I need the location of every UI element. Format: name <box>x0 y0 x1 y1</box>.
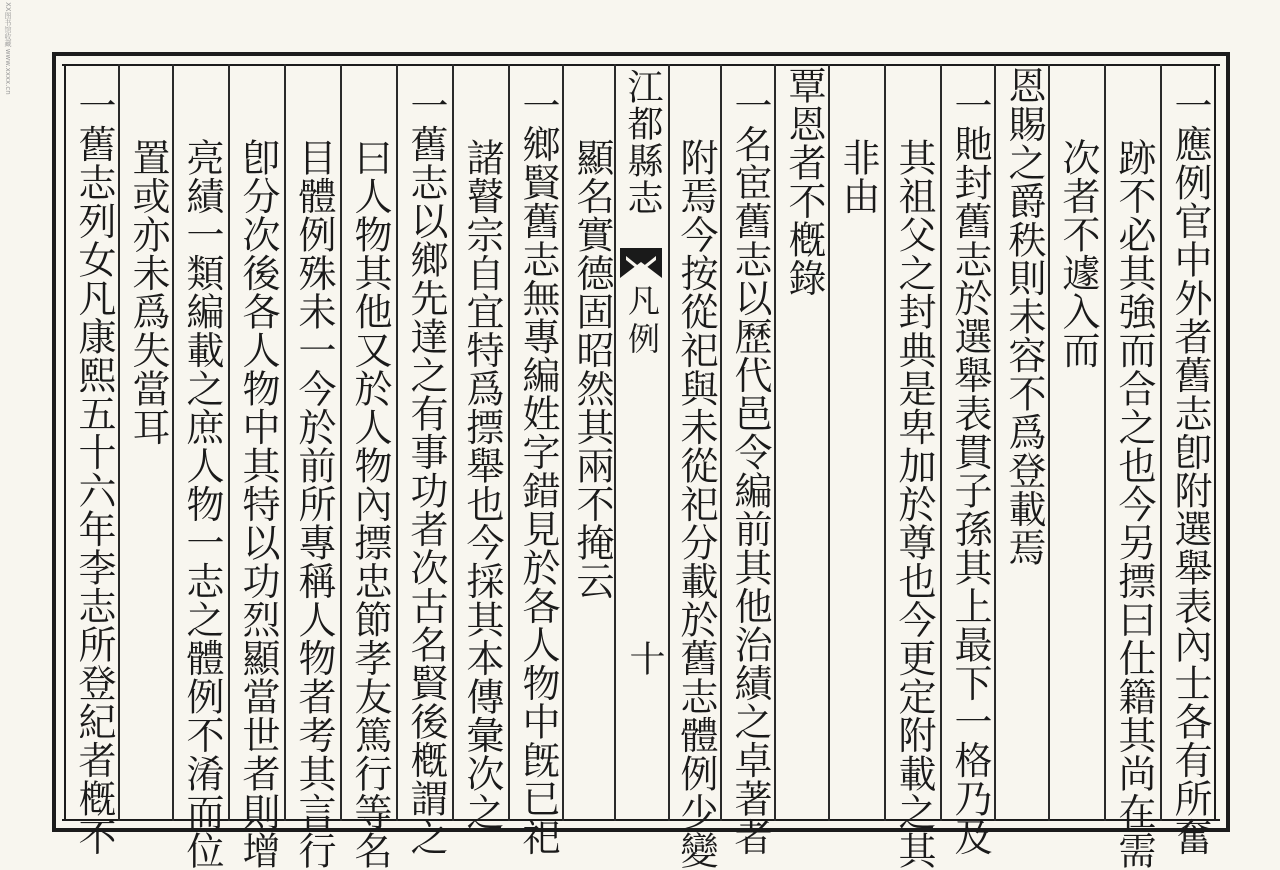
column-rule <box>452 64 454 821</box>
text-column: 一貤封舊志於選舉表貫子孫其上最下一格乃及 <box>948 86 992 856</box>
page-number: 十 <box>624 640 665 676</box>
text-column: 次者不遽入而 <box>1056 138 1100 369</box>
column-rule <box>1104 64 1106 821</box>
text-column: 覃恩者不槪錄 <box>782 66 826 297</box>
section-title: 凡例 <box>623 284 661 360</box>
text-column: 一鄉賢舊志無專編姓字錯見於各人物中旣已祀 <box>516 86 560 856</box>
text-column: 目體例殊未一今於前所專稱人物者考其言行 <box>292 138 336 870</box>
text-column: 亮績一類編載之庶人物一志之體例不淆而位 <box>180 138 224 870</box>
column-rule <box>1160 64 1162 821</box>
column-rule <box>940 64 942 821</box>
column-rule <box>228 64 230 821</box>
text-column: 一舊志列女凡康熙五十六年李志所登紀者槪不 <box>72 86 116 856</box>
inner-frame-left <box>64 64 66 821</box>
text-column: 非由 <box>836 138 880 215</box>
column-rule <box>884 64 886 821</box>
column-rule <box>340 64 342 821</box>
text-column: 卽分次後各人物中其特以功烈顯當世者則增 <box>236 138 280 870</box>
column-rule <box>396 64 398 821</box>
library-watermark: XX图书馆收藏 www.xxxx.cn <box>4 2 12 95</box>
text-column: 附焉今按從祀與未從祀分載於舊志體例少變 <box>674 138 718 870</box>
text-column: 一舊志以鄉先達之有事功者次古名賢後槪謂之 <box>404 86 448 856</box>
text-column: 諸瞽宗自宜特爲摽舉也今採其本傳彙次之 <box>460 138 504 831</box>
book-title: 江都縣志 <box>622 68 663 216</box>
text-column: 跡不必其強而合之也今另摽曰仕籍其尚在需 <box>1112 138 1156 870</box>
column-rule <box>508 64 510 821</box>
text-column: 其祖父之封典是卑加於尊也今更定附載之其 <box>892 138 936 870</box>
column-rule <box>284 64 286 821</box>
text-column: 一名宦舊志以歷代邑令編前其他治績之卓著者 <box>728 86 772 856</box>
text-column: 曰人物其他又於人物內摽忠節孝友篤行等名 <box>348 138 392 870</box>
text-column: 一應例官中外者舊志卽附選舉表內士各有所奮 <box>1168 86 1212 856</box>
text-column: 顯名實德固昭然其兩不掩云 <box>570 138 614 600</box>
text-column: 置或亦未爲失當耳 <box>126 138 170 446</box>
text-column: 恩賜之爵秩則未容不爲登載焉 <box>1002 66 1046 567</box>
fishtail-mark-icon <box>618 246 664 280</box>
